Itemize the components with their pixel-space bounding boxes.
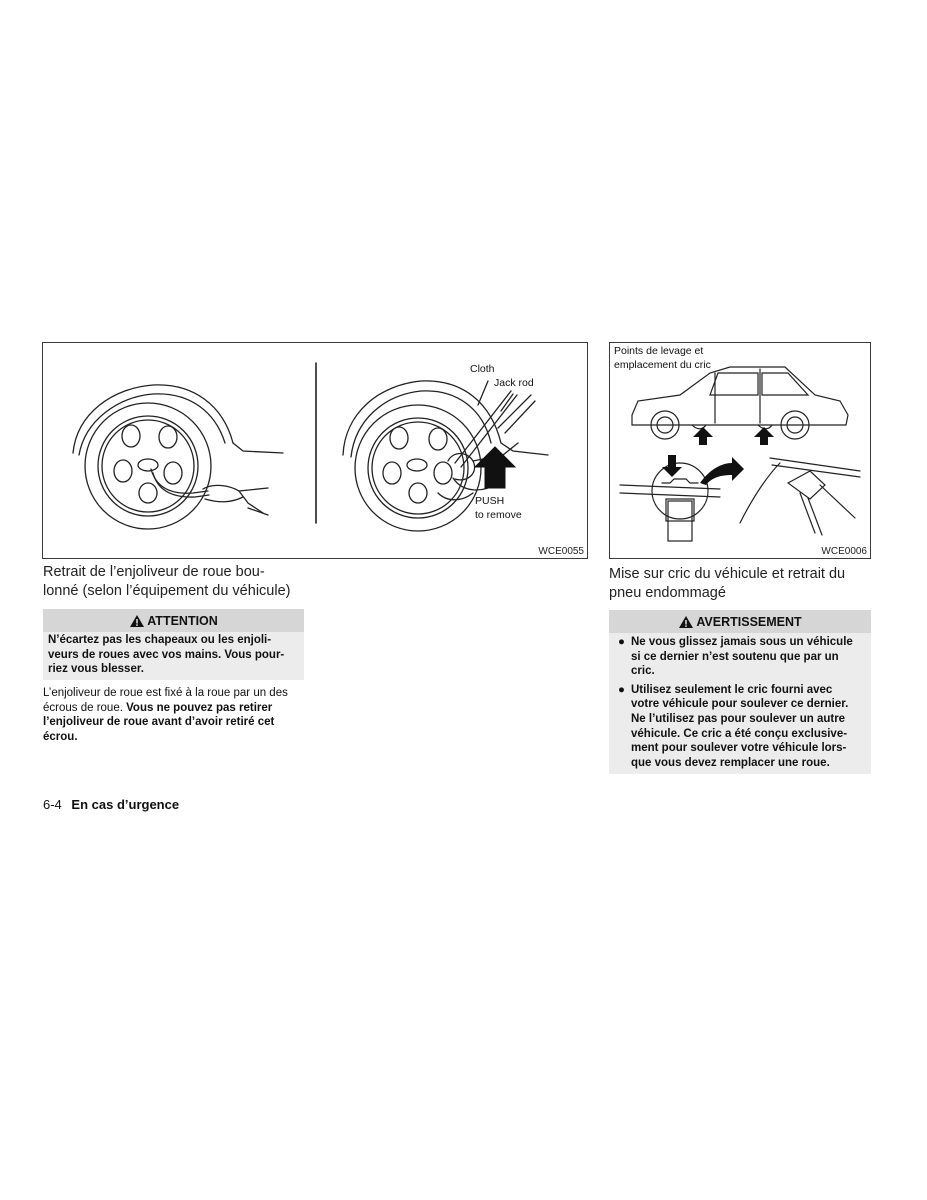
- left-caption: [43, 563, 313, 601]
- figure-title-line2: emplacement du cric: [614, 359, 711, 371]
- hubcap-paragraph: [43, 686, 305, 744]
- warning-bullet: [613, 635, 867, 679]
- arrow-right-icon: [700, 457, 744, 485]
- figure-jack-points: [609, 342, 871, 559]
- paragraph-line: l’enjoliveur de roue avant d’avoir retiré cet: [43, 716, 275, 729]
- push-arrow-icon: [475, 447, 515, 488]
- figure-code: WCE0055: [538, 546, 584, 557]
- paragraph-bold-text: Vous ne pouvez pas retirer: [126, 701, 273, 714]
- bullet-line: véhicule. Ce cric a été conçu exclusive-: [631, 727, 848, 740]
- warning-triangle-icon: [678, 615, 694, 629]
- avertissement-body: [609, 633, 871, 774]
- jack-point-arrows: [662, 427, 774, 485]
- label-cloth: Cloth: [470, 363, 495, 375]
- bullet-icon: ●: [618, 683, 625, 696]
- figure-code: WCE0006: [821, 546, 867, 557]
- arrow-up-icon: [754, 427, 774, 445]
- label-jack-rod: Jack rod: [494, 377, 534, 389]
- attention-line: veurs de roues avec vos mains. Vous pour-: [48, 648, 285, 661]
- paragraph-line: écrou.: [43, 730, 78, 743]
- attention-line: N’écartez pas les chapeaux ou les enjoli-: [48, 634, 272, 646]
- caption-line: lonné (selon l’équipement du véhicule): [43, 583, 291, 599]
- caption-line: Mise sur cric du véhicule et retrait du: [609, 566, 846, 582]
- arrow-down-icon: [662, 455, 682, 477]
- bullet-line: Ne vous glissez jamais sous un véhicule: [631, 636, 853, 648]
- bullet-line: votre véhicule pour soulever ce dernier.: [631, 698, 849, 711]
- bullet-line: ment pour soulever votre véhicule lors-: [631, 742, 847, 755]
- page-number: 6-4: [43, 797, 62, 812]
- bullet-icon: ●: [618, 636, 625, 648]
- paragraph-line: L’enjoliveur de roue est fixé à la roue par un des: [43, 687, 288, 699]
- label-push: PUSH: [475, 495, 505, 507]
- bullet-line: Ne l’utilisez pas pour soulever un autre: [631, 712, 846, 725]
- attention-line: riez vous blesser.: [48, 663, 144, 676]
- bullet-line: si ce dernier n’est soutenu que par un: [631, 650, 839, 663]
- paragraph-line: [43, 701, 305, 716]
- hubcap-illustration: [43, 343, 589, 560]
- figure-hubcap-removal: [42, 342, 588, 559]
- jack-points-illustration: [610, 343, 872, 560]
- page-footer: [43, 797, 179, 812]
- label-to-remove: to remove: [475, 509, 522, 521]
- caption-line: Retrait de l’enjoliveur de roue bou-: [43, 564, 265, 580]
- warning-bullet: [613, 683, 867, 771]
- attention-body: [43, 632, 304, 680]
- bullet-line: cric.: [631, 665, 655, 678]
- bullet-line: Utilisez seulement le cric fourni avec: [631, 683, 833, 696]
- avertissement-heading: [609, 610, 871, 633]
- warning-triangle-icon: [129, 614, 145, 628]
- avertissement-heading-text: AVERTISSEMENT: [696, 614, 802, 629]
- bullet-line: que vous devez remplacer une roue.: [631, 756, 830, 769]
- attention-heading-text: ATTENTION: [147, 613, 218, 628]
- arrow-up-icon: [693, 427, 713, 445]
- caption-line: pneu endommagé: [609, 585, 726, 601]
- figure-title-line1: Points de levage et: [614, 345, 704, 357]
- attention-heading: [43, 609, 304, 632]
- paragraph-text: écrous de roue.: [43, 701, 127, 714]
- section-title: En cas d’urgence: [71, 797, 180, 812]
- right-caption: [609, 565, 871, 603]
